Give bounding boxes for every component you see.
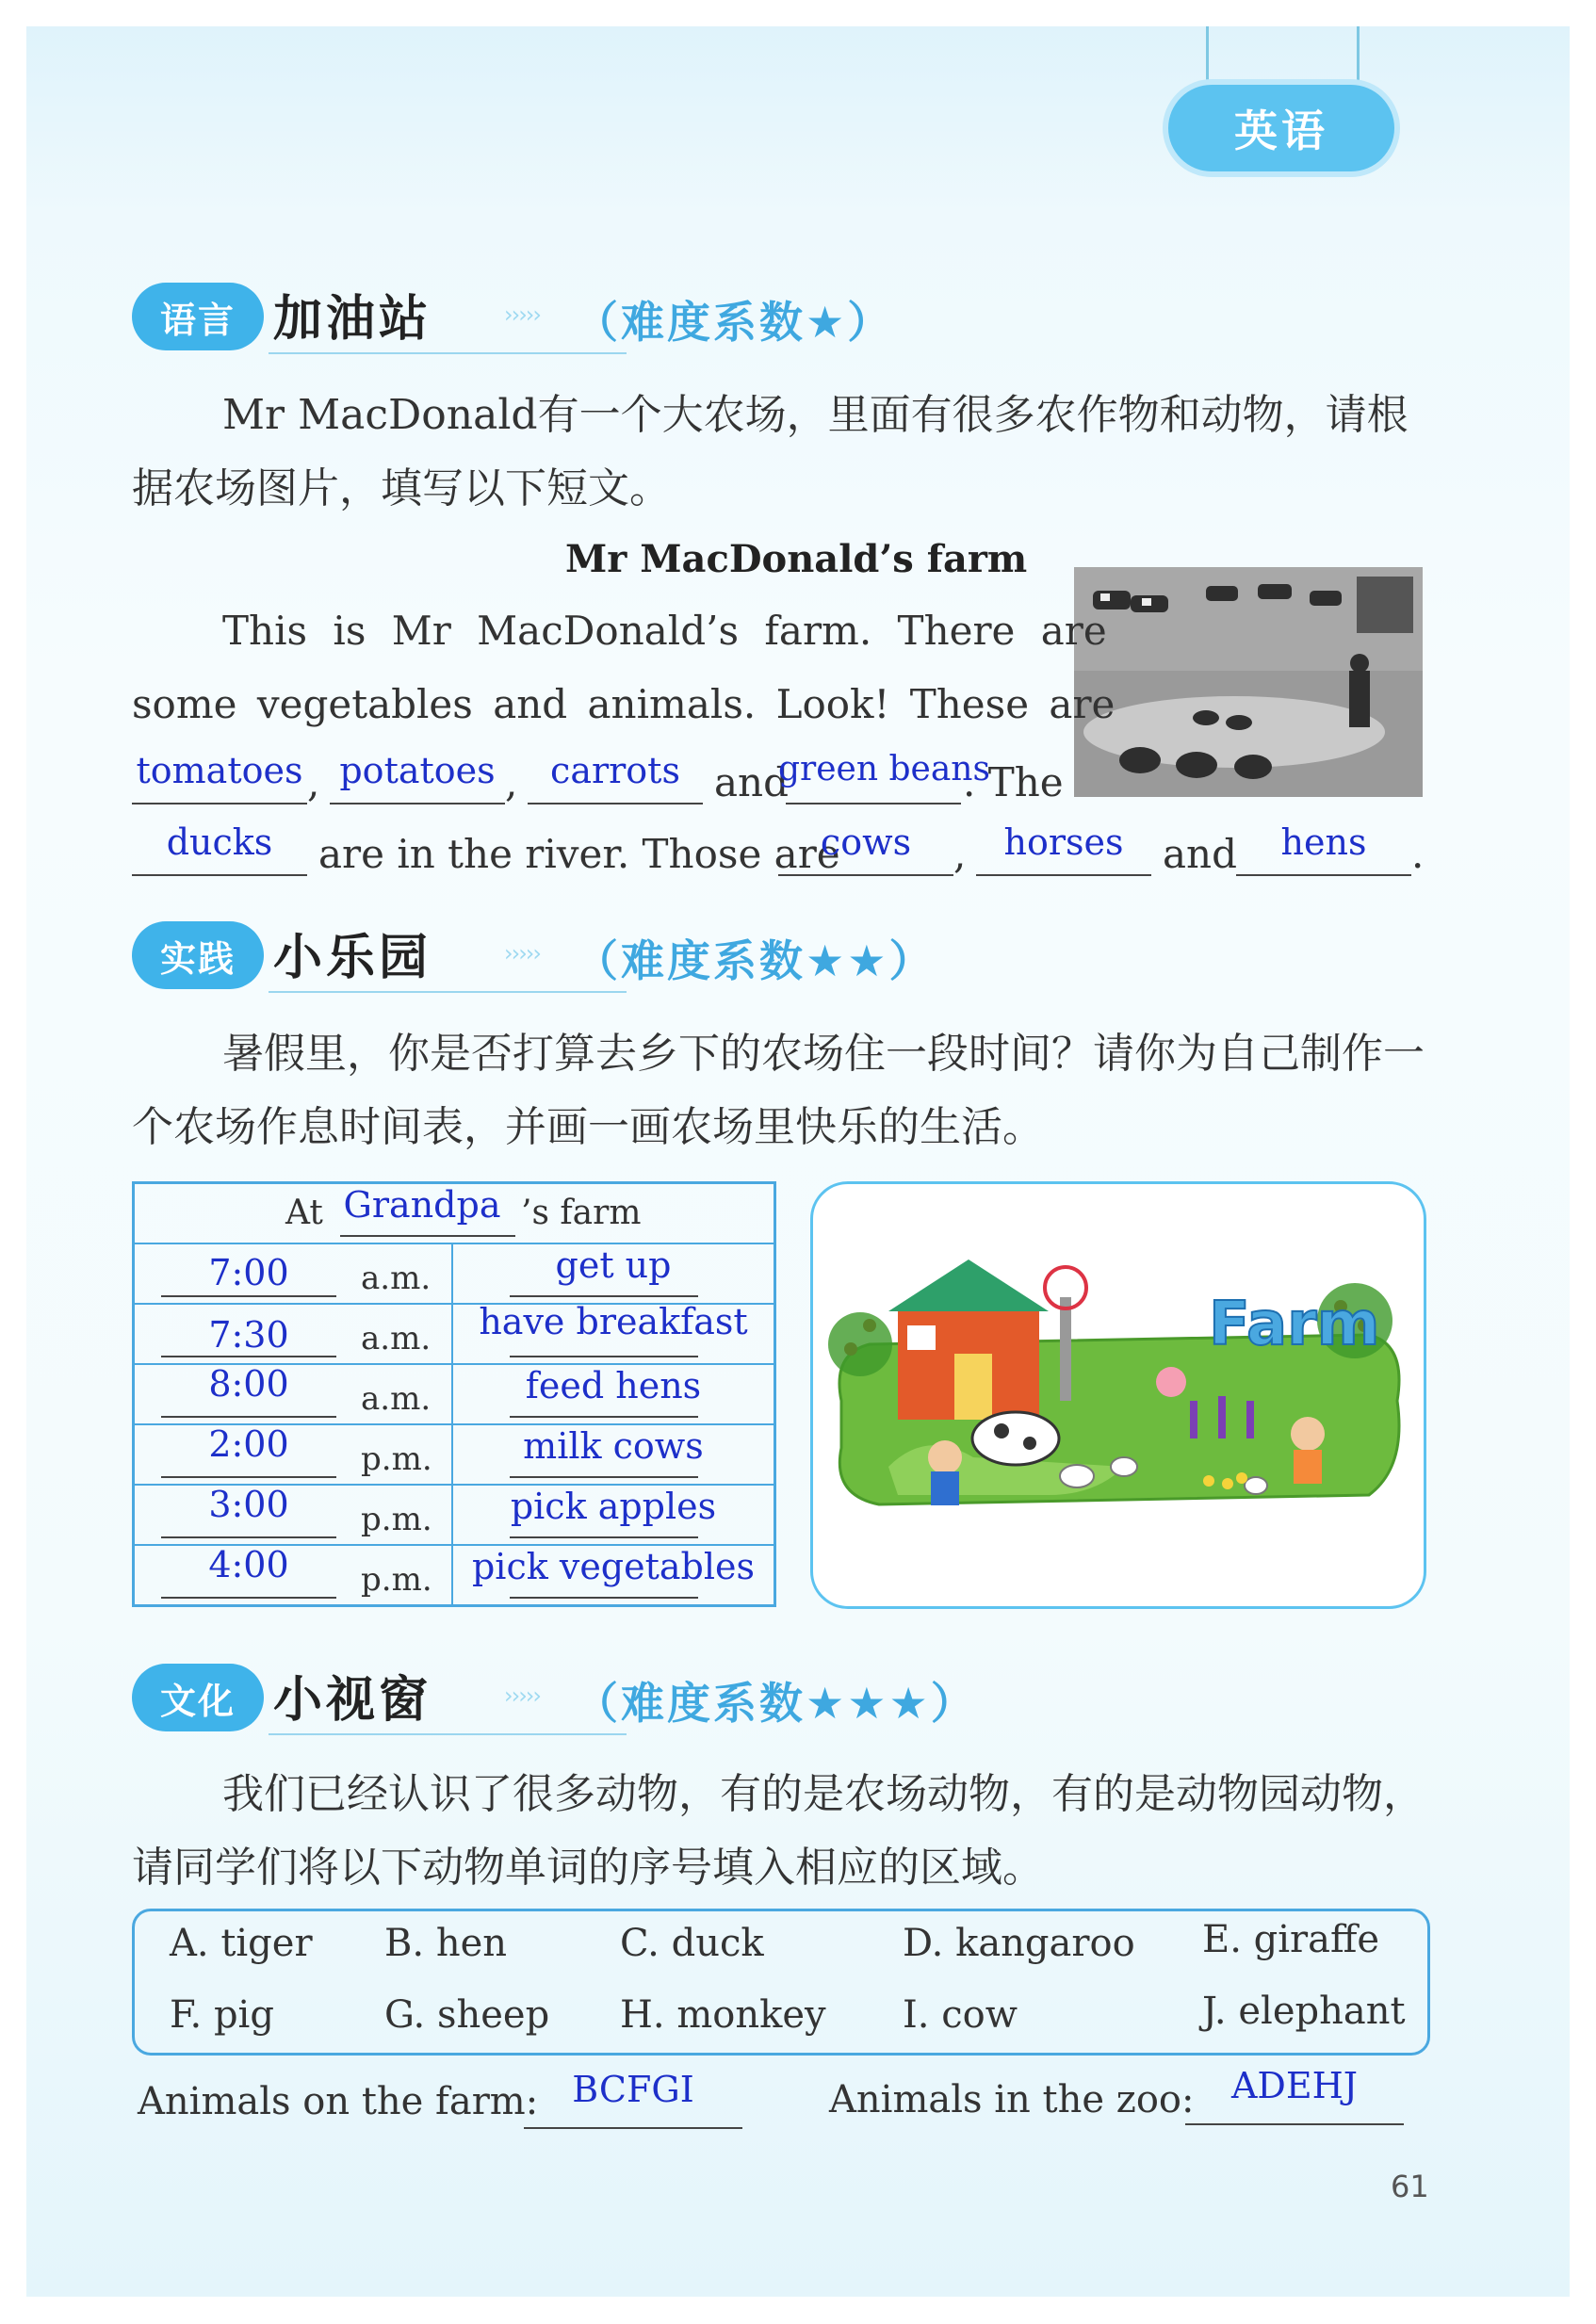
and-word: and (1163, 831, 1237, 877)
difficulty-label: （难度系数★★） (575, 935, 936, 986)
time-cell (134, 1304, 453, 1364)
table-header (134, 1183, 775, 1244)
blank-5[interactable] (132, 874, 307, 876)
activity-answer: milk cows (523, 1425, 704, 1467)
option-item: G. sheep (384, 1993, 550, 2037)
subject-tag: 英语 (1168, 85, 1394, 171)
blank-3[interactable] (528, 803, 703, 804)
section2-instructions: 暑假里，你是否打算去乡下的农场住一段时间？请你为自己制作一个农场作息时间表，并画一画农场里快乐的生活。 (132, 1030, 1425, 1151)
table-row (134, 1485, 775, 1545)
activity-answer: pick vegetables (471, 1546, 756, 1587)
activity-blank[interactable] (510, 1476, 698, 1478)
story-title: Mr MacDonald’s farm (565, 537, 1028, 581)
arrows-icon: ››››› (504, 940, 540, 967)
period: . (1411, 831, 1425, 877)
section-header-practice (132, 914, 980, 999)
blank-8[interactable] (1236, 874, 1411, 876)
option-item: D. kangaroo (903, 1922, 1135, 1965)
owner-blank[interactable] (340, 1235, 515, 1237)
tag-string-left (1206, 26, 1209, 89)
table-row (134, 1243, 775, 1304)
time-answer: 7:30 (208, 1314, 289, 1356)
farm-photo (1074, 567, 1423, 797)
comma: , (505, 759, 518, 805)
time-blank[interactable] (161, 1416, 336, 1418)
time-cell (134, 1485, 453, 1545)
time-period: p.m. (361, 1561, 432, 1599)
time-answer: 4:00 (208, 1544, 289, 1585)
table-row (134, 1545, 775, 1606)
activity-blank[interactable] (510, 1597, 698, 1599)
answer-7: horses (1003, 821, 1124, 863)
the-word: . The (963, 759, 1064, 805)
answer-1: tomatoes (136, 750, 303, 791)
option-item: J. elephant (1202, 1990, 1406, 2033)
table-row (134, 1424, 775, 1485)
activity-blank[interactable] (510, 1356, 698, 1357)
time-answer: 2:00 (208, 1423, 289, 1465)
schedule-table (132, 1181, 776, 1607)
activity-answer: get up (555, 1244, 672, 1286)
activity-cell (452, 1424, 775, 1485)
activity-cell (452, 1545, 775, 1606)
time-period: p.m. (361, 1440, 432, 1478)
zoo-animals-blank[interactable] (1185, 2123, 1404, 2125)
section-underline (269, 991, 627, 993)
farm-animals-label: Animals on the farm: (138, 2080, 539, 2123)
section-title: 加油站 (273, 291, 432, 348)
blank-6[interactable] (778, 874, 953, 876)
answer-3: carrots (550, 750, 680, 791)
tag-string-right (1357, 26, 1360, 89)
time-period: a.m. (361, 1260, 432, 1297)
section-badge: 文化 (132, 1664, 264, 1731)
time-cell (134, 1424, 453, 1485)
section-underline (269, 352, 627, 354)
blank-7[interactable] (976, 874, 1151, 876)
zoo-animals-label: Animals in the zoo: (829, 2078, 1195, 2121)
time-cell (134, 1364, 453, 1424)
section-badge: 语言 (132, 283, 264, 350)
activity-cell (452, 1243, 775, 1304)
arrows-icon: ››››› (504, 1682, 540, 1709)
farm-sign-text: Farm (1209, 1290, 1380, 1359)
comma: , (307, 759, 320, 805)
time-period: a.m. (361, 1320, 432, 1357)
time-blank[interactable] (161, 1295, 336, 1297)
section-header-language (132, 275, 980, 360)
activity-blank[interactable] (510, 1536, 698, 1538)
time-period: a.m. (361, 1380, 432, 1418)
farm-photo-illustration (1074, 567, 1423, 797)
time-cell (134, 1545, 453, 1606)
option-item: H. monkey (620, 1993, 826, 2037)
arrows-icon: ››››› (504, 301, 540, 328)
option-item: C. duck (620, 1922, 764, 1965)
option-item: I. cow (903, 1993, 1018, 2037)
answer-8: hens (1280, 821, 1367, 863)
option-item: A. tiger (170, 1922, 313, 1965)
time-cell (134, 1243, 453, 1304)
section-header-culture (132, 1656, 980, 1741)
activity-answer: pick apples (510, 1486, 717, 1527)
activity-answer: have breakfast (479, 1301, 748, 1342)
section-title: 小视窗 (273, 1672, 432, 1729)
answer-4: green beans (778, 750, 990, 788)
story-line-4-middle: are in the river. Those are (318, 831, 840, 877)
time-blank[interactable] (161, 1536, 336, 1538)
time-answer: 3:00 (208, 1484, 289, 1525)
difficulty-label: （难度系数★★★） (575, 1678, 977, 1729)
activity-cell (452, 1364, 775, 1424)
blank-2[interactable] (330, 803, 505, 804)
section-title: 小乐园 (273, 930, 432, 986)
farm-drawing-frame (810, 1181, 1426, 1609)
table-row (134, 1364, 775, 1424)
story-line-1: This is Mr MacDonald’s farm. There are (222, 608, 1107, 654)
difficulty-label: （难度系数★） (575, 297, 894, 348)
farm-illustration (813, 1184, 1424, 1606)
header-farm: ’s farm (521, 1194, 642, 1232)
section1-instructions: Mr MacDonald有一个大农场，里面有很多农作物和动物，请根据农场图片，填写以下短文。 (132, 391, 1409, 512)
blank-1[interactable] (132, 803, 307, 804)
activity-answer: feed hens (525, 1365, 702, 1406)
option-item: F. pig (170, 1993, 274, 2037)
answer-2: potatoes (339, 750, 496, 791)
answer-5: ducks (166, 821, 273, 863)
time-blank[interactable] (161, 1356, 336, 1357)
activity-cell (452, 1485, 775, 1545)
section-underline (269, 1733, 627, 1735)
answer-6: cows (820, 821, 912, 863)
time-blank[interactable] (161, 1597, 336, 1599)
option-item: E. giraffe (1202, 1918, 1380, 1961)
header-at: At (285, 1194, 323, 1232)
table-row (134, 1304, 775, 1364)
activity-cell (452, 1301, 775, 1364)
story-line-2: some vegetables and animals. Look! These are (132, 681, 1116, 727)
and-word: and (714, 759, 789, 805)
blank-4[interactable] (786, 803, 961, 804)
farm-animals-answer: BCFGI (572, 2069, 694, 2110)
time-blank[interactable] (161, 1476, 336, 1478)
time-answer: 8:00 (208, 1363, 289, 1405)
page-number: 61 (1391, 2169, 1429, 2204)
comma: , (953, 831, 967, 877)
zoo-animals-answer: ADEHJ (1230, 2065, 1359, 2106)
owner-answer: Grandpa (343, 1184, 501, 1226)
section-badge: 实践 (132, 921, 264, 989)
time-period: p.m. (361, 1501, 432, 1538)
activity-blank[interactable] (510, 1295, 698, 1297)
option-item: B. hen (384, 1922, 508, 1965)
time-answer: 7:00 (208, 1252, 289, 1293)
activity-blank[interactable] (510, 1416, 698, 1418)
farm-animals-blank[interactable] (524, 2127, 742, 2129)
section3-instructions: 我们已经认识了很多动物，有的是农场动物，有的是动物园动物，请同学们将以下动物单词的序号填入相应的区域。 (132, 1770, 1425, 1892)
